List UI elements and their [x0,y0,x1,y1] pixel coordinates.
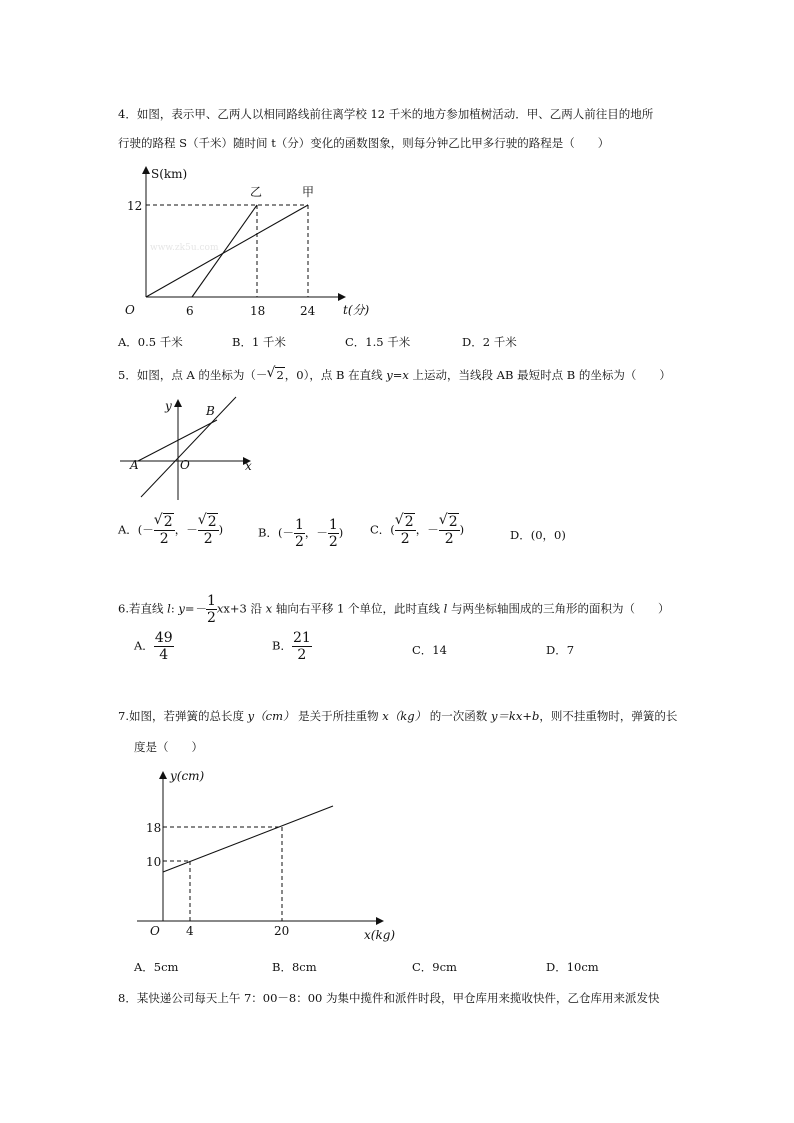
q5-label-b: B [206,404,215,418]
q6-option-c: C．14 [412,643,447,657]
q7-function-line [163,806,333,872]
q7-option-c: C．9cm [412,960,457,974]
q5-stem: 5．如图，点 A 的坐标为（－√ 2，0），点 B 在直线 y=x 上运动，当线段 AB 最短时点 B 的坐标为（ ） [118,368,671,382]
q4-watermark: www.zk5u.com [150,243,219,253]
q4-x-label: t(分) [343,303,370,317]
q5-option-b: B．(－ $\frac{1}{2}$ ，－ $\frac{1}{2}$ ) [258,517,344,550]
q7-y-tick-18: 18 [146,821,162,835]
q7-option-a: A．5cm [134,960,179,974]
q5-label-a: A [130,458,139,472]
q7-option-b: B．8cm [272,960,317,974]
q7-x-tick-20: 20 [274,924,290,938]
q5-label-y: y [165,399,172,413]
q6-option-a: A． $\frac{49}{4}$ [134,630,173,663]
q7-origin: O [150,924,160,938]
q4-option-c: C．1.5 千米 [345,335,411,349]
q4-x-tick-6: 6 [186,304,194,318]
q7-y-label: y(cm) [170,769,205,783]
q7-x-tick-4: 4 [186,924,194,938]
q5-sqrt: √ 2 [267,368,284,382]
q4-label-jia: 甲 [302,185,315,199]
q4-x-tick-18: 18 [250,304,266,318]
q7-option-d: D．10cm [546,960,599,974]
q6-option-b: B． $\frac{21}{2}$ [272,630,311,663]
q7-line1: 7.如图，若弹簧的总长度 y（cm） 是关于所挂重物 x（kg） 的一次函数 y＝kx+b，则不挂重物时，弹簧的长 [118,709,678,723]
q8-line1: 8．某快递公司每天上午 7：00－8：00 为集中揽件和派件时段，甲仓库用来揽收快件，乙仓库用来派发快 [118,991,660,1005]
q4-y-label: S(km) [151,167,188,181]
q7-line2: 度是（ ） [134,740,203,754]
q4-line1: 4．如图，表示甲、乙两人以相同路线前往离学校 12 千米的地方参加植树活动．甲、乙两人前往目的地所 [118,107,654,121]
q4-y-tick-12: 12 [127,199,143,213]
q5-option-d: D．(0，0) [510,528,566,542]
q5-option-a: A．(－ √ $\frac{2}{2}$ ，－ √ $\frac{2}{2}$ ) [118,515,223,546]
q4-label-yi: 乙 [250,185,263,199]
q5-option-c: C．( √ $\frac{2}{2}$ ，－ √ $\frac{2}{2}$ ) [370,515,464,546]
q6-stem: 6.若直线 l: y=－ $\frac{1}{2}$ xx+3 沿 x 轴向右平移 1 个单位，此时直线 l 与两坐标轴围成的三角形的面积为（ ） [118,593,670,626]
q4-option-d: D．2 千米 [462,335,517,349]
q4-option-b: B．1 千米 [232,335,286,349]
q4-x-tick-24: 24 [300,304,316,318]
q5-label-x: x [245,459,252,473]
q7-x-label: x(kg) [364,928,396,942]
q4-line2: 行驶的路程 S（千米）随时间 t（分）变化的函数图象，则每分钟乙比甲多行驶的路程是（ ） [118,136,610,150]
q7-y-tick-10: 10 [146,855,162,869]
q6-option-d: D．7 [546,643,575,657]
q4-origin: O [125,303,135,317]
q4-option-a: A．0.5 千米 [118,335,183,349]
q5-label-o: O [180,458,190,472]
